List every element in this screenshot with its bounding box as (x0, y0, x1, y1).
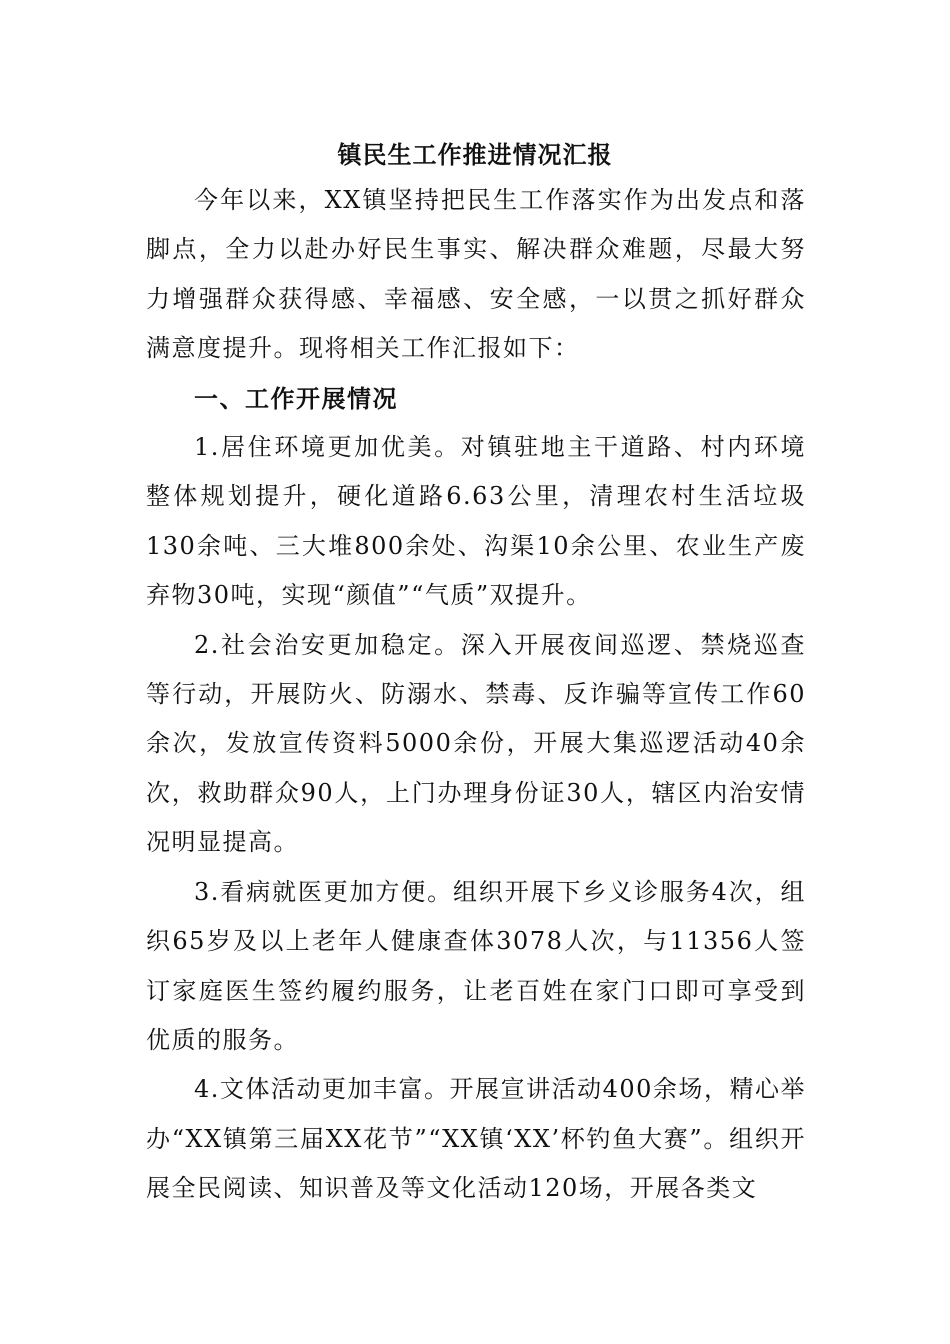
item-paragraph-1: 1.居住环境更加优美。对镇驻地主干道路、村内环境整体规划提升，硬化道路6.63公里，清理农村生活垃圾130余吨、三大堆800余处、沟渠10余公里、农业生产废弃物30吨，实现“颜值”“气质”双提升。 (146, 433, 806, 610)
document-title: 镇民生工作推进情况汇报 (337, 140, 613, 169)
document-body (146, 176, 806, 1214)
item-paragraph-2: 2.社会治安更加稳定。深入开展夜间巡逻、禁烧巡查等行动，开展防火、防溺水、禁毒、反诈骗等宣传工作60余次，发放宣传资料5000余份，开展大集巡逻活动40余次，救助群众90人，上门办理身份证30人，辖区内治安情况明显提高。 (146, 630, 806, 857)
item-paragraph-4: 4.文体活动更加丰富。开展宣讲活动400余场，精心举办“XX镇第三届XX花节”“XX镇‘XX’杯钓鱼大赛”。组织开展全民阅读、知识普及等文化活动120场，开展各类文 (146, 1075, 806, 1203)
intro-paragraph: 今年以来，XX镇坚持把民生工作落实作为出发点和落脚点，全力以赴办好民生事实、解决群众难题，尽最大努力增强群众获得感、幸福感、安全感，一以贯之抓好群众满意度提升。现将相关工作汇报如下： (146, 186, 806, 363)
item-paragraph-3: 3.看病就医更加方便。组织开展下乡义诊服务4次，组织65岁及以上老年人健康查体3078人次，与11356人签订家庭医生签约履约服务，让老百姓在家门口即可享受到优质的服务。 (146, 877, 806, 1054)
section-heading: 一、工作开展情况 (194, 383, 398, 413)
